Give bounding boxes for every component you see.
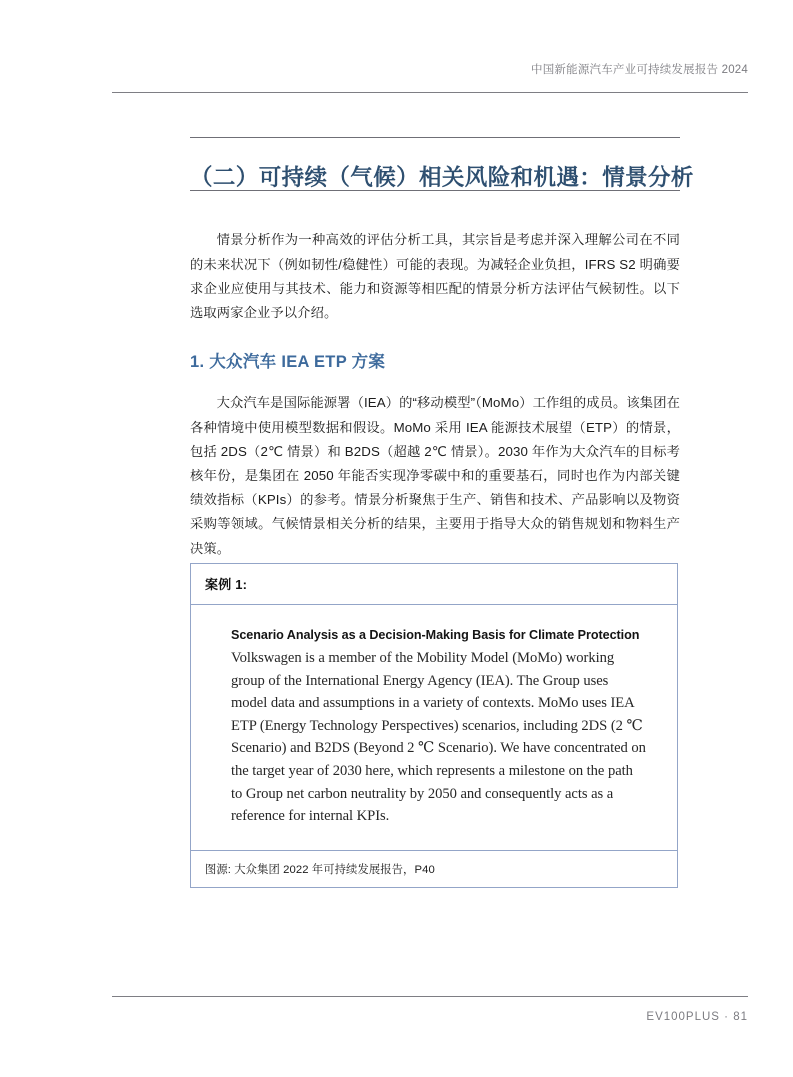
- running-footer-pagination: EV100PLUS · 81: [646, 1011, 748, 1023]
- case-box-body: [191, 605, 677, 851]
- section-heading: （二）可持续（气候）相关风险和机遇：情景分析: [190, 165, 694, 191]
- running-header: [112, 60, 748, 78]
- header-divider-rule: [112, 92, 748, 93]
- intro-paragraph: 情景分析作为一种高效的评估分析工具，其宗旨是考虑并深入理解公司在不同的未来状况下（例如韧性/稳健性）可能的表现。为减轻企业负担，IFRS S2 明确要求企业应使用与其技术、能力和资源等相匹配的情景分析方法评估气候韧性。以下选取两家企业予以介绍。: [190, 232, 680, 320]
- subsection-heading-volkswagen: 1. 大众汽车 IEA ETP 方案: [190, 352, 386, 371]
- running-header-title: 中国新能源汽车产业可持续发展报告 2024: [531, 64, 748, 76]
- section-heading-rule-bottom: [190, 190, 680, 191]
- footer-divider-rule: [112, 996, 748, 997]
- section-heading-rule-top: [190, 137, 680, 138]
- case-source-text: 图源: 大众集团 2022 年可持续发展报告，P40: [205, 863, 435, 876]
- case-box-source: [191, 851, 677, 887]
- case-box-header: [191, 564, 677, 605]
- running-footer: [112, 1007, 748, 1025]
- case-english-title: Scenario Analysis as a Decision-Making Basis for Climate Protection: [231, 628, 640, 642]
- case-box: [190, 563, 678, 888]
- case-english-body: Volkswagen is a member of the Mobility Model (MoMo) working group of the International Energy Agency (IEA). The Group uses model data and assumptions in a variety of contexts. MoMo uses IEA ETP (Energy Technology Perspectives) scenarios, including 2DS (2 ℃ Scenario) and B2DS (Beyond 2 ℃ Scenario). We have concentrated on the target year of 2030 here, which represents a milestone on the path to Group net carbon neutrality by 2050 and consequently acts as a reference for internal KPIs.: [231, 650, 646, 825]
- volkswagen-paragraph: 大众汽车是国际能源署（IEA）的“移动模型”（MoMo）工作组的成员。该集团在各种情境中使用模型数据和假设。MoMo 采用 IEA 能源技术展望（ETP）的情景，包括 2DS（2℃ 情景）和 B2DS（超越 2℃ 情景）。2030 年作为大众汽车的目标考核年份，是集团在 2050 年能否实现净零碳中和的重要基石，同时也作为内部关键绩效指标（KPIs）的参考。情景分析聚焦于生产、销售和技术、产品影响以及物资采购等领域。气候情景相关分析的结果，主要用于指导大众的销售规划和物料生产决策。: [190, 395, 680, 556]
- case-box-label: 案例 1:: [205, 577, 248, 592]
